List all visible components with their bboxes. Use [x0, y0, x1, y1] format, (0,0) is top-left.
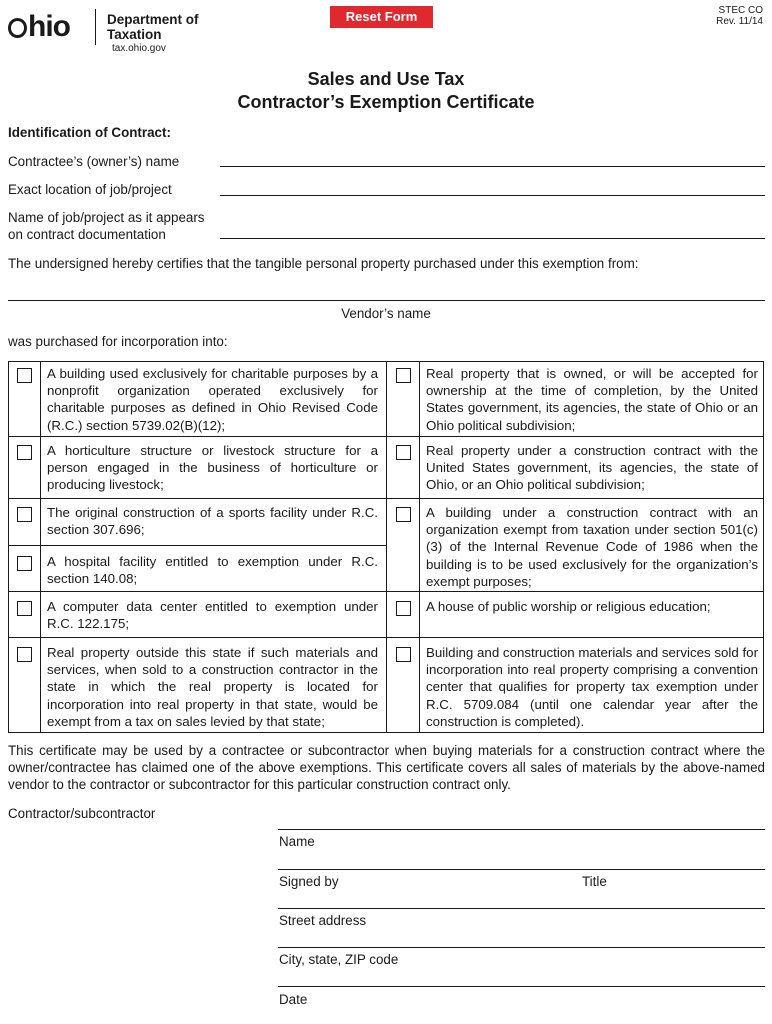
department-name: [107, 12, 199, 42]
row-divider: [9, 591, 763, 592]
location-label: Exact location of job/project: [8, 182, 172, 197]
exempt-organization-option-text: A building under a construction contract with an organization exempt from taxation under section 501(c)(3) of the Internal Revenue Code of 1986 when the building is to be used exclusively for the organization’s exempt purposes;: [426, 505, 758, 589]
usage-statement: This certificate may be used by a contractee or subcontractor when buying materials for a construction contract where the owner/contractee has claimed one of the above exemptions. This certificate covers all sales of materials by the above-named vendor to the contractor or subcontractor for this particular construction contract only.: [8, 743, 765, 792]
date-label: Date: [279, 992, 308, 1007]
sports-facility-option-text: The original construction of a sports facility under R.C. section 307.696;: [47, 505, 378, 538]
street-address-line: [278, 908, 765, 909]
job-location-field[interactable]: [220, 175, 765, 196]
job-name-label-line2: on contract documentation: [8, 227, 166, 242]
row-divider: [9, 498, 763, 499]
hospital-option-text: A hospital facility entitled to exemption under R.C. section 140.08;: [47, 554, 378, 587]
job-name-field[interactable]: [220, 218, 765, 239]
signed-by-field[interactable]: [350, 874, 575, 892]
title-label: Title: [582, 874, 607, 889]
contractee-name-field[interactable]: [220, 146, 765, 167]
signed-by-label: Signed by: [279, 874, 339, 889]
title-field[interactable]: [615, 874, 763, 892]
hospital-checkbox[interactable]: [17, 556, 32, 571]
exemption-options-table: [8, 361, 764, 733]
convention-center-option-text: Building and construction materials and services sold for incorporation into real property comprising a convention center that qualifies for property tax exemption under R.C. 5709.084 (until one calendar year after the construction is completed).: [426, 645, 758, 729]
charitable-option-text: A building used exclusively for charitable purposes by a nonprofit organization operated exclusively for charitable purposes as defined in Ohio Revised Code (R.C.) section 5739.02(B)(12);: [47, 366, 378, 433]
department-line1: Department of: [107, 12, 199, 27]
date-field[interactable]: [315, 992, 763, 1010]
row-divider: [9, 637, 763, 638]
vendor-name-label: Vendor’s name: [341, 306, 431, 321]
job-name-label-line1: Name of job/project as it appears: [8, 210, 205, 225]
incorporation-statement: was purchased for incorporation into:: [8, 334, 228, 349]
vendor-name-field[interactable]: [8, 280, 765, 301]
convention-center-checkbox[interactable]: [396, 647, 411, 662]
column-divider: [40, 362, 41, 732]
contractor-heading: Contractor/subcontractor: [8, 806, 156, 821]
horticulture-option-text: A horticulture structure or livestock structure for a person engaged in the business of horticulture or producing livestock;: [47, 443, 378, 493]
logo-divider: [95, 9, 96, 45]
us-owned-checkbox[interactable]: [396, 368, 411, 383]
city-state-zip-label: City, state, ZIP code: [279, 952, 399, 967]
identification-heading: Identification of Contract:: [8, 125, 171, 140]
contractor-name-field[interactable]: [330, 834, 760, 852]
city-state-zip-field[interactable]: [410, 952, 763, 970]
street-address-field[interactable]: [375, 913, 763, 931]
data-center-checkbox[interactable]: [17, 601, 32, 616]
us-contract-checkbox[interactable]: [396, 445, 411, 460]
signed-by-line: [278, 869, 765, 870]
city-state-zip-line: [278, 947, 765, 948]
row-divider: [9, 436, 763, 437]
charitable-checkbox[interactable]: [17, 368, 32, 383]
contractee-label: Contractee’s (owner’s) name: [8, 154, 180, 169]
ohio-logo: [8, 12, 70, 42]
website-link[interactable]: tax.ohio.gov: [112, 43, 166, 54]
certify-statement: The undersigned hereby certifies that the tangible personal property purchased under this exemption from:: [8, 256, 639, 271]
row-divider: [9, 545, 387, 546]
outside-state-checkbox[interactable]: [17, 647, 32, 662]
data-center-option-text: A computer data center entitled to exemption under R.C. 122.175;: [47, 599, 378, 632]
ohio-logo-o-mark: [8, 18, 27, 38]
horticulture-checkbox[interactable]: [17, 445, 32, 460]
department-line2: Taxation: [107, 27, 162, 42]
title-line2: Contractor’s Exemption Certificate: [237, 92, 535, 112]
us-owned-option-text: Real property that is owned, or will be accepted for ownership at the time of completion, by the United States government, its agencies, the state of Ohio or an Ohio political subdivision;: [426, 366, 758, 433]
sports-facility-checkbox[interactable]: [17, 507, 32, 522]
column-divider: [419, 362, 420, 732]
reset-form-button[interactable]: Reset Form: [330, 6, 433, 28]
outside-state-option-text: Real property outside this state if such materials and services, when sold to a construction contractor in the state in which the real property is located for incorporation into real property in that state, would be exempt from a tax on sales levied by that state;: [47, 645, 378, 729]
public-worship-checkbox[interactable]: [396, 601, 411, 616]
form-revision: Rev. 11/14: [716, 16, 763, 27]
name-line: [278, 829, 765, 830]
ohio-logo-text: hio: [28, 10, 70, 43]
page-title: [0, 68, 772, 114]
name-label: Name: [279, 834, 315, 849]
street-address-label: Street address: [279, 913, 367, 928]
us-contract-option-text: Real property under a construction contract with the United States government, its agencies, the state of Ohio, or an Ohio political subdivision;: [426, 443, 758, 493]
title-line1: Sales and Use Tax: [307, 69, 465, 89]
exempt-organization-checkbox[interactable]: [396, 507, 411, 522]
column-divider: [386, 362, 387, 732]
job-name-label: [8, 209, 205, 243]
public-worship-option-text: A house of public worship or religious education;: [426, 599, 711, 614]
form-identifier: [690, 5, 763, 27]
date-line: [278, 986, 765, 987]
form-code: STEC CO: [718, 5, 763, 16]
